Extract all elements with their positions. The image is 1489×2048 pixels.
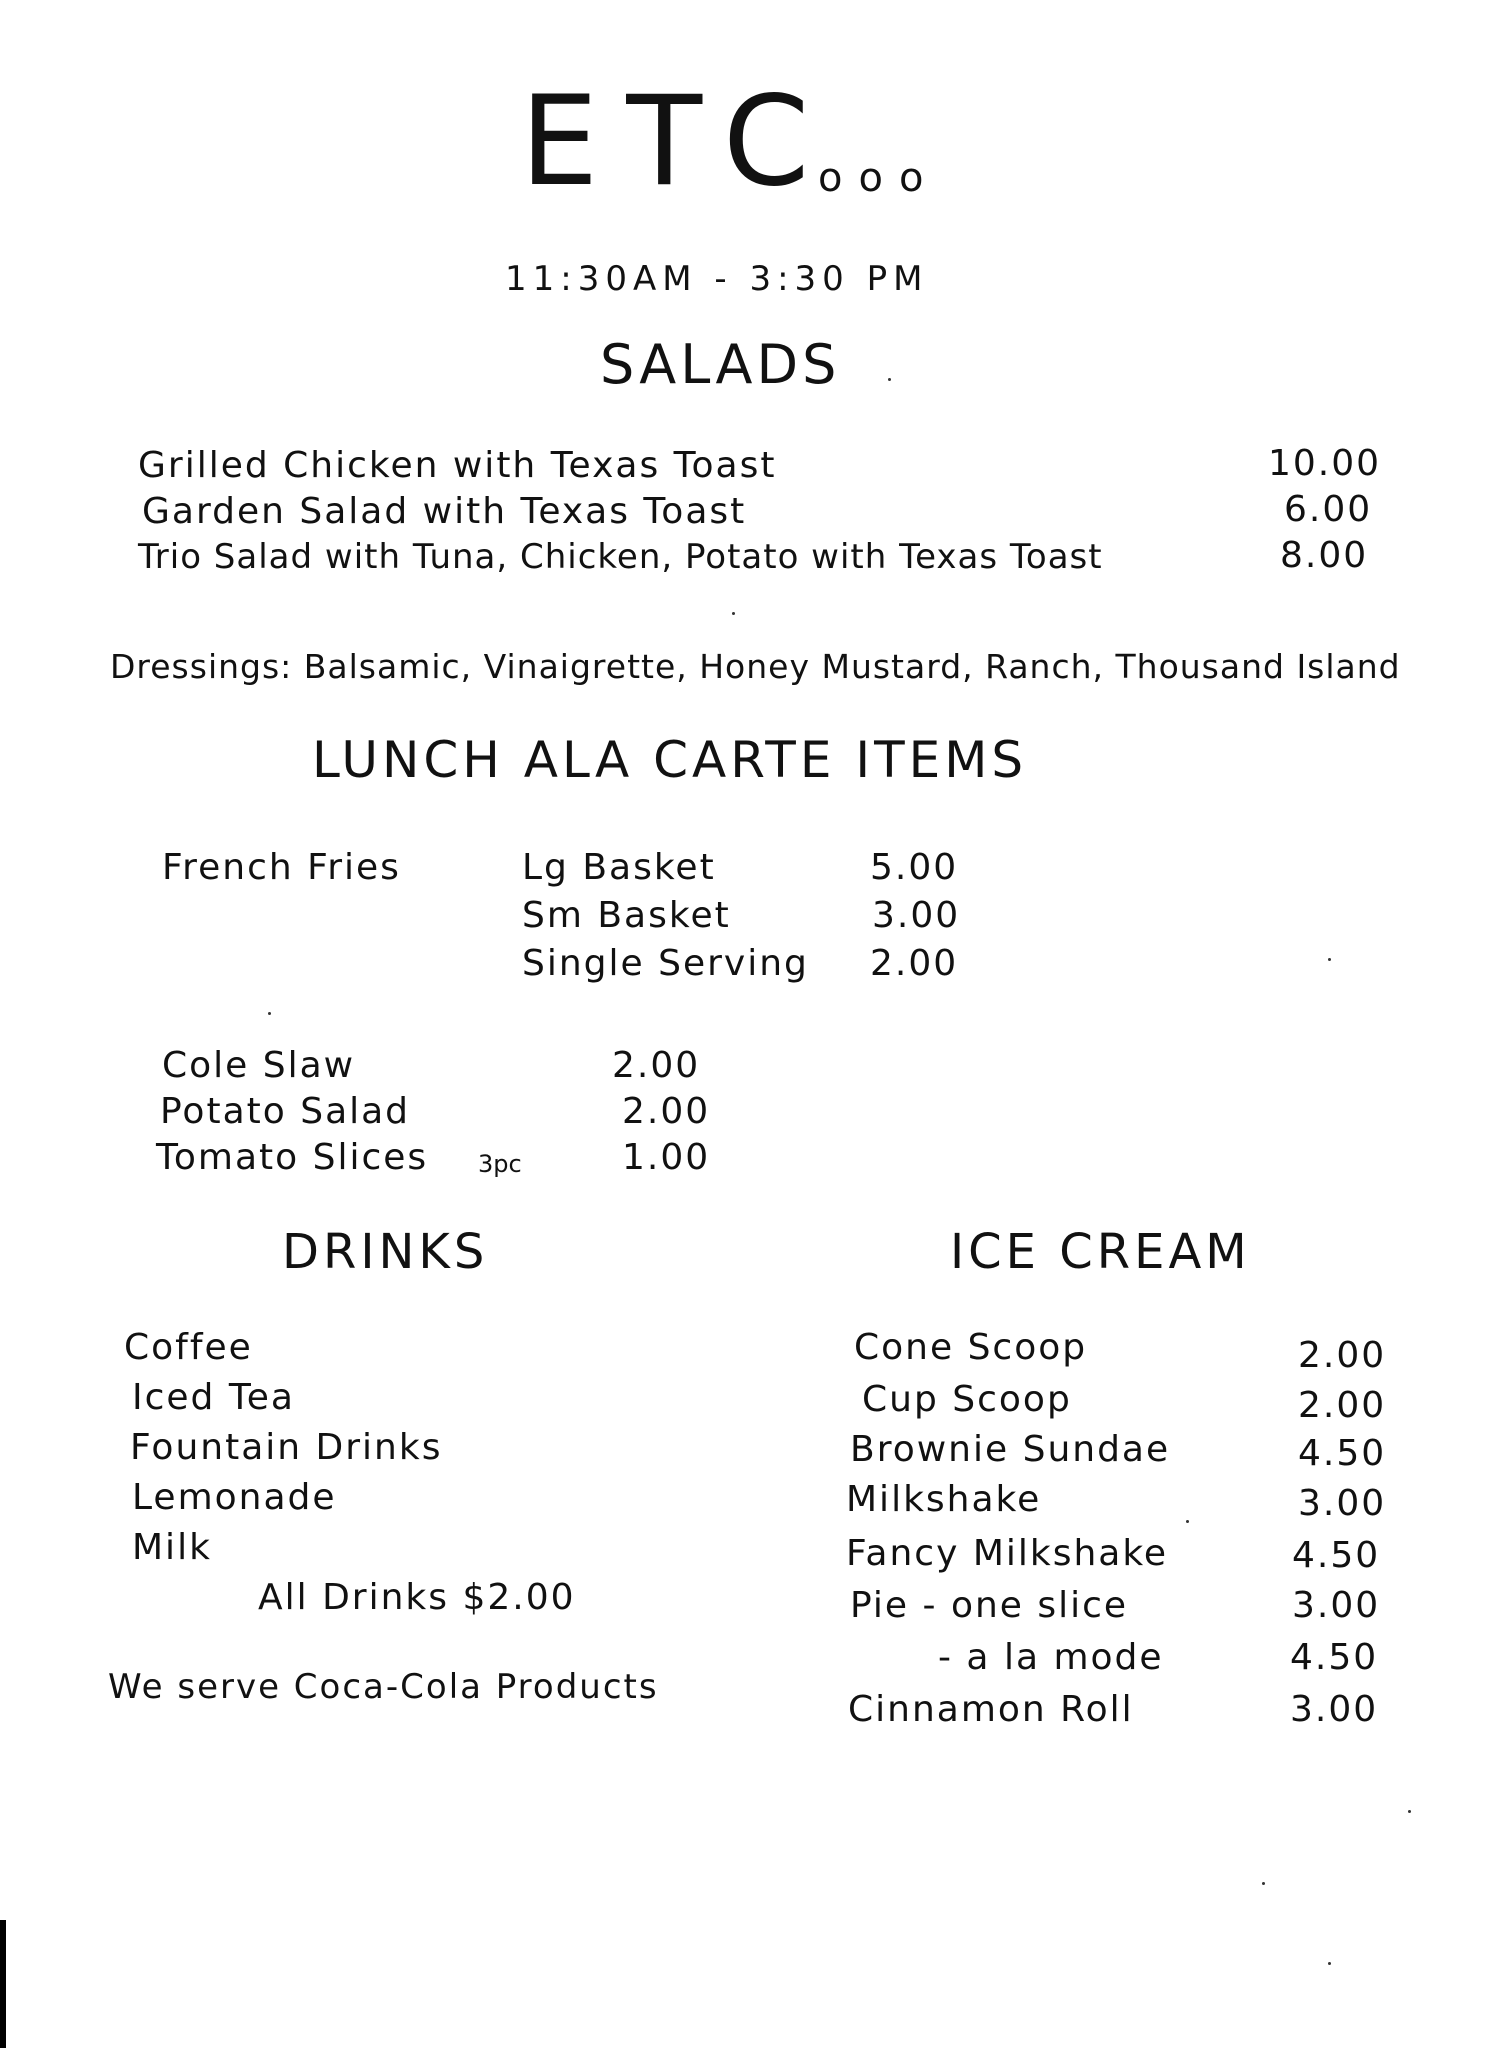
ice-cream-item-price: 4.50 [1298, 1433, 1387, 1474]
scan-speck [1328, 958, 1331, 961]
ice-cream-item-name: - a la mode [938, 1637, 1164, 1678]
ice-cream-item-name: Cinnamon Roll [848, 1689, 1134, 1730]
all-drinks-price: All Drinks $2.00 [258, 1577, 576, 1618]
scan-speck [1262, 1882, 1265, 1885]
serving-hours: 11:30AM - 3:30 PM [505, 259, 929, 299]
ice-cream-item-name: Cup Scoop [862, 1379, 1072, 1420]
scan-speck [732, 612, 735, 615]
scan-speck [1186, 1520, 1189, 1523]
scan-speck [1328, 1962, 1331, 1965]
menu-title-dots: ooo [818, 155, 940, 201]
drink-item: Iced Tea [132, 1377, 295, 1418]
drinks-note: We serve Coca-Cola Products [108, 1667, 659, 1707]
ice-cream-item-name: Brownie Sundae [850, 1429, 1171, 1470]
ice-cream-item-name: Pie - one slice [850, 1585, 1129, 1626]
side-name: Tomato Slices [156, 1137, 429, 1178]
fries-size: Single Serving [522, 943, 809, 984]
salad-item-name: Trio Salad with Tuna, Chicken, Potato with Texas Toast [138, 537, 1103, 577]
scan-edge-mark [0, 1920, 6, 2048]
salad-item-price: 6.00 [1284, 489, 1373, 530]
salad-item-name: Grilled Chicken with Texas Toast [138, 445, 777, 486]
ice-cream-item-name: Fancy Milkshake [846, 1533, 1169, 1574]
scan-speck [888, 378, 891, 381]
fries-price: 5.00 [870, 847, 959, 888]
scan-speck [1408, 1810, 1411, 1813]
fries-size: Sm Basket [522, 895, 731, 936]
drink-item: Lemonade [132, 1477, 337, 1518]
ice-cream-item-price: 4.50 [1290, 1637, 1379, 1678]
side-name: Cole Slaw [162, 1045, 356, 1086]
ice-cream-item-price: 3.00 [1292, 1585, 1381, 1626]
ala-carte-heading: LUNCH ALA CARTE ITEMS [312, 731, 1028, 789]
drink-item: Milk [132, 1527, 212, 1568]
scan-speck [268, 1012, 271, 1015]
side-price: 2.00 [622, 1091, 711, 1132]
fries-price: 3.00 [872, 895, 961, 936]
side-note: 3pc [478, 1150, 522, 1178]
fries-label: French Fries [162, 847, 401, 888]
ice-cream-item-price: 2.00 [1298, 1385, 1387, 1426]
menu-title: ETC [520, 70, 838, 214]
fries-price: 2.00 [870, 943, 959, 984]
drinks-heading: DRINKS [282, 1224, 489, 1280]
side-price: 2.00 [612, 1045, 701, 1086]
salad-item-name: Garden Salad with Texas Toast [142, 491, 747, 532]
ice-cream-item-price: 4.50 [1292, 1535, 1381, 1576]
drink-item: Coffee [124, 1327, 253, 1368]
salad-dressings: Dressings: Balsamic, Vinaigrette, Honey Mustard, Ranch, Thousand Island [110, 647, 1401, 686]
drink-item: Fountain Drinks [130, 1427, 443, 1468]
ice-cream-item-price: 3.00 [1290, 1689, 1379, 1730]
fries-size: Lg Basket [522, 847, 716, 888]
ice-cream-item-name: Milkshake [846, 1479, 1042, 1520]
ice-cream-heading: ICE CREAM [950, 1224, 1251, 1280]
ice-cream-item-price: 2.00 [1298, 1335, 1387, 1376]
salad-item-price: 10.00 [1268, 443, 1382, 484]
side-name: Potato Salad [160, 1091, 411, 1132]
ice-cream-item-price: 3.00 [1298, 1483, 1387, 1524]
ice-cream-item-name: Cone Scoop [854, 1327, 1088, 1368]
side-price: 1.00 [622, 1137, 711, 1178]
salads-heading: SALADS [600, 333, 841, 396]
salad-item-price: 8.00 [1280, 535, 1369, 576]
